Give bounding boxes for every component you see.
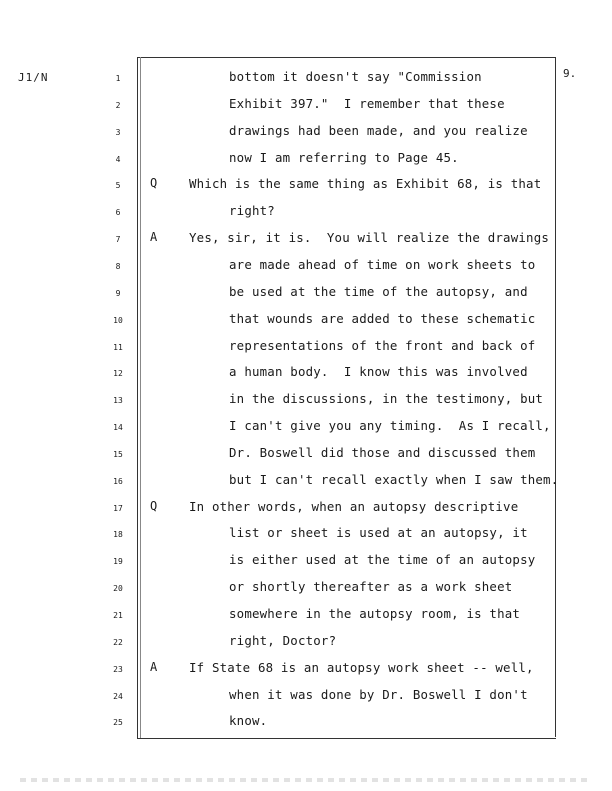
line-number: 21 <box>113 611 123 620</box>
line-text: are made ahead of time on work sheets to <box>229 256 536 272</box>
line-text: right, Doctor? <box>229 632 337 648</box>
transcript-line <box>0 579 612 606</box>
transcript-line <box>0 552 612 579</box>
transcript-line <box>0 418 612 445</box>
line-text: bottom it doesn't say "Commission <box>229 69 482 84</box>
line-number: 16 <box>113 476 123 486</box>
line-text: know. <box>229 713 268 729</box>
line-number: 6 <box>115 208 121 218</box>
line-number: 2 <box>115 100 121 110</box>
line-number: 9 <box>115 288 121 298</box>
transcript-line <box>0 123 612 150</box>
transcript-line <box>0 203 612 230</box>
transcript-line <box>0 311 612 338</box>
line-number: 20 <box>113 584 123 594</box>
line-text: list or sheet is used at an autopsy, it <box>229 525 528 541</box>
transcript-line <box>0 150 612 177</box>
line-number: 17 <box>113 503 123 513</box>
speaker-label: Q <box>150 176 158 191</box>
line-text: In other words, when an autopsy descriptive <box>189 498 519 514</box>
line-text: that wounds are added to these schematic <box>229 310 536 326</box>
line-number: 10 <box>113 315 123 325</box>
line-text: I can't give you any timing. As I recall, <box>229 418 551 434</box>
transcript-line <box>0 257 612 284</box>
line-text: representations of the front and back of <box>229 337 536 353</box>
line-number: 4 <box>115 154 121 164</box>
line-text: when it was done by Dr. Boswell I don't <box>229 686 528 702</box>
transcript-line <box>0 284 612 311</box>
line-text: If State 68 is an autopsy work sheet -- well, <box>189 659 534 675</box>
line-number: 1 <box>115 74 121 83</box>
footer-smudge <box>20 778 590 782</box>
frame-top-rule <box>138 57 556 58</box>
transcript-line <box>0 445 612 472</box>
line-text: or shortly thereafter as a work sheet <box>229 579 513 595</box>
transcript-line <box>0 713 612 740</box>
transcript-line <box>0 69 612 96</box>
line-number: 5 <box>115 181 121 191</box>
line-text: a human body. I know this was involved <box>229 364 528 380</box>
transcript-line <box>0 499 612 526</box>
line-number: 19 <box>113 557 123 567</box>
line-text: Exhibit 397." I remember that these <box>229 95 505 111</box>
line-number: 3 <box>115 127 121 137</box>
line-number: 8 <box>115 261 121 271</box>
transcript-line <box>0 364 612 391</box>
line-text: right? <box>229 203 275 219</box>
line-text: Which is the same thing as Exhibit 68, is that <box>189 176 542 192</box>
page-number: 9. <box>563 67 577 80</box>
line-number: 13 <box>113 396 123 406</box>
transcript-line <box>0 525 612 552</box>
transcript-line <box>0 96 612 123</box>
line-number: 24 <box>113 691 123 701</box>
line-text: somewhere in the autopsy room, is that <box>229 606 521 621</box>
transcript-line <box>0 176 612 203</box>
line-number: 22 <box>113 637 123 647</box>
line-number: 25 <box>113 718 123 728</box>
transcript-line <box>0 687 612 714</box>
line-text: now I am referring to Page 45. <box>229 149 459 165</box>
transcript-line <box>0 660 612 687</box>
line-text: is either used at the time of an autopsy <box>229 552 536 568</box>
line-text: be used at the time of the autopsy, and <box>229 283 528 299</box>
line-number: 15 <box>113 449 123 459</box>
line-number: 23 <box>113 664 123 674</box>
transcript-line <box>0 391 612 418</box>
line-text: in the discussions, in the testimony, but <box>229 391 544 407</box>
speaker-label: Q <box>150 498 158 513</box>
speaker-label: A <box>150 659 158 674</box>
transcript-line <box>0 633 612 660</box>
line-number: 12 <box>113 369 123 379</box>
line-number: 7 <box>115 235 121 245</box>
transcript-line <box>0 606 612 633</box>
transcript-line <box>0 230 612 257</box>
transcript-line <box>0 472 612 499</box>
line-text: drawings had been made, and you realize <box>229 122 528 138</box>
line-text: but I can't recall exactly when I saw them. <box>229 471 559 487</box>
line-number: 18 <box>113 530 123 540</box>
page-header-code: J1/N <box>18 71 49 84</box>
line-text: Yes, sir, it is. You will realize the drawings <box>189 230 550 246</box>
line-number: 14 <box>113 423 123 433</box>
line-number: 11 <box>113 342 123 352</box>
transcript-line <box>0 338 612 365</box>
line-text: Dr. Boswell did those and discussed them <box>229 444 536 460</box>
speaker-label: A <box>150 230 158 245</box>
